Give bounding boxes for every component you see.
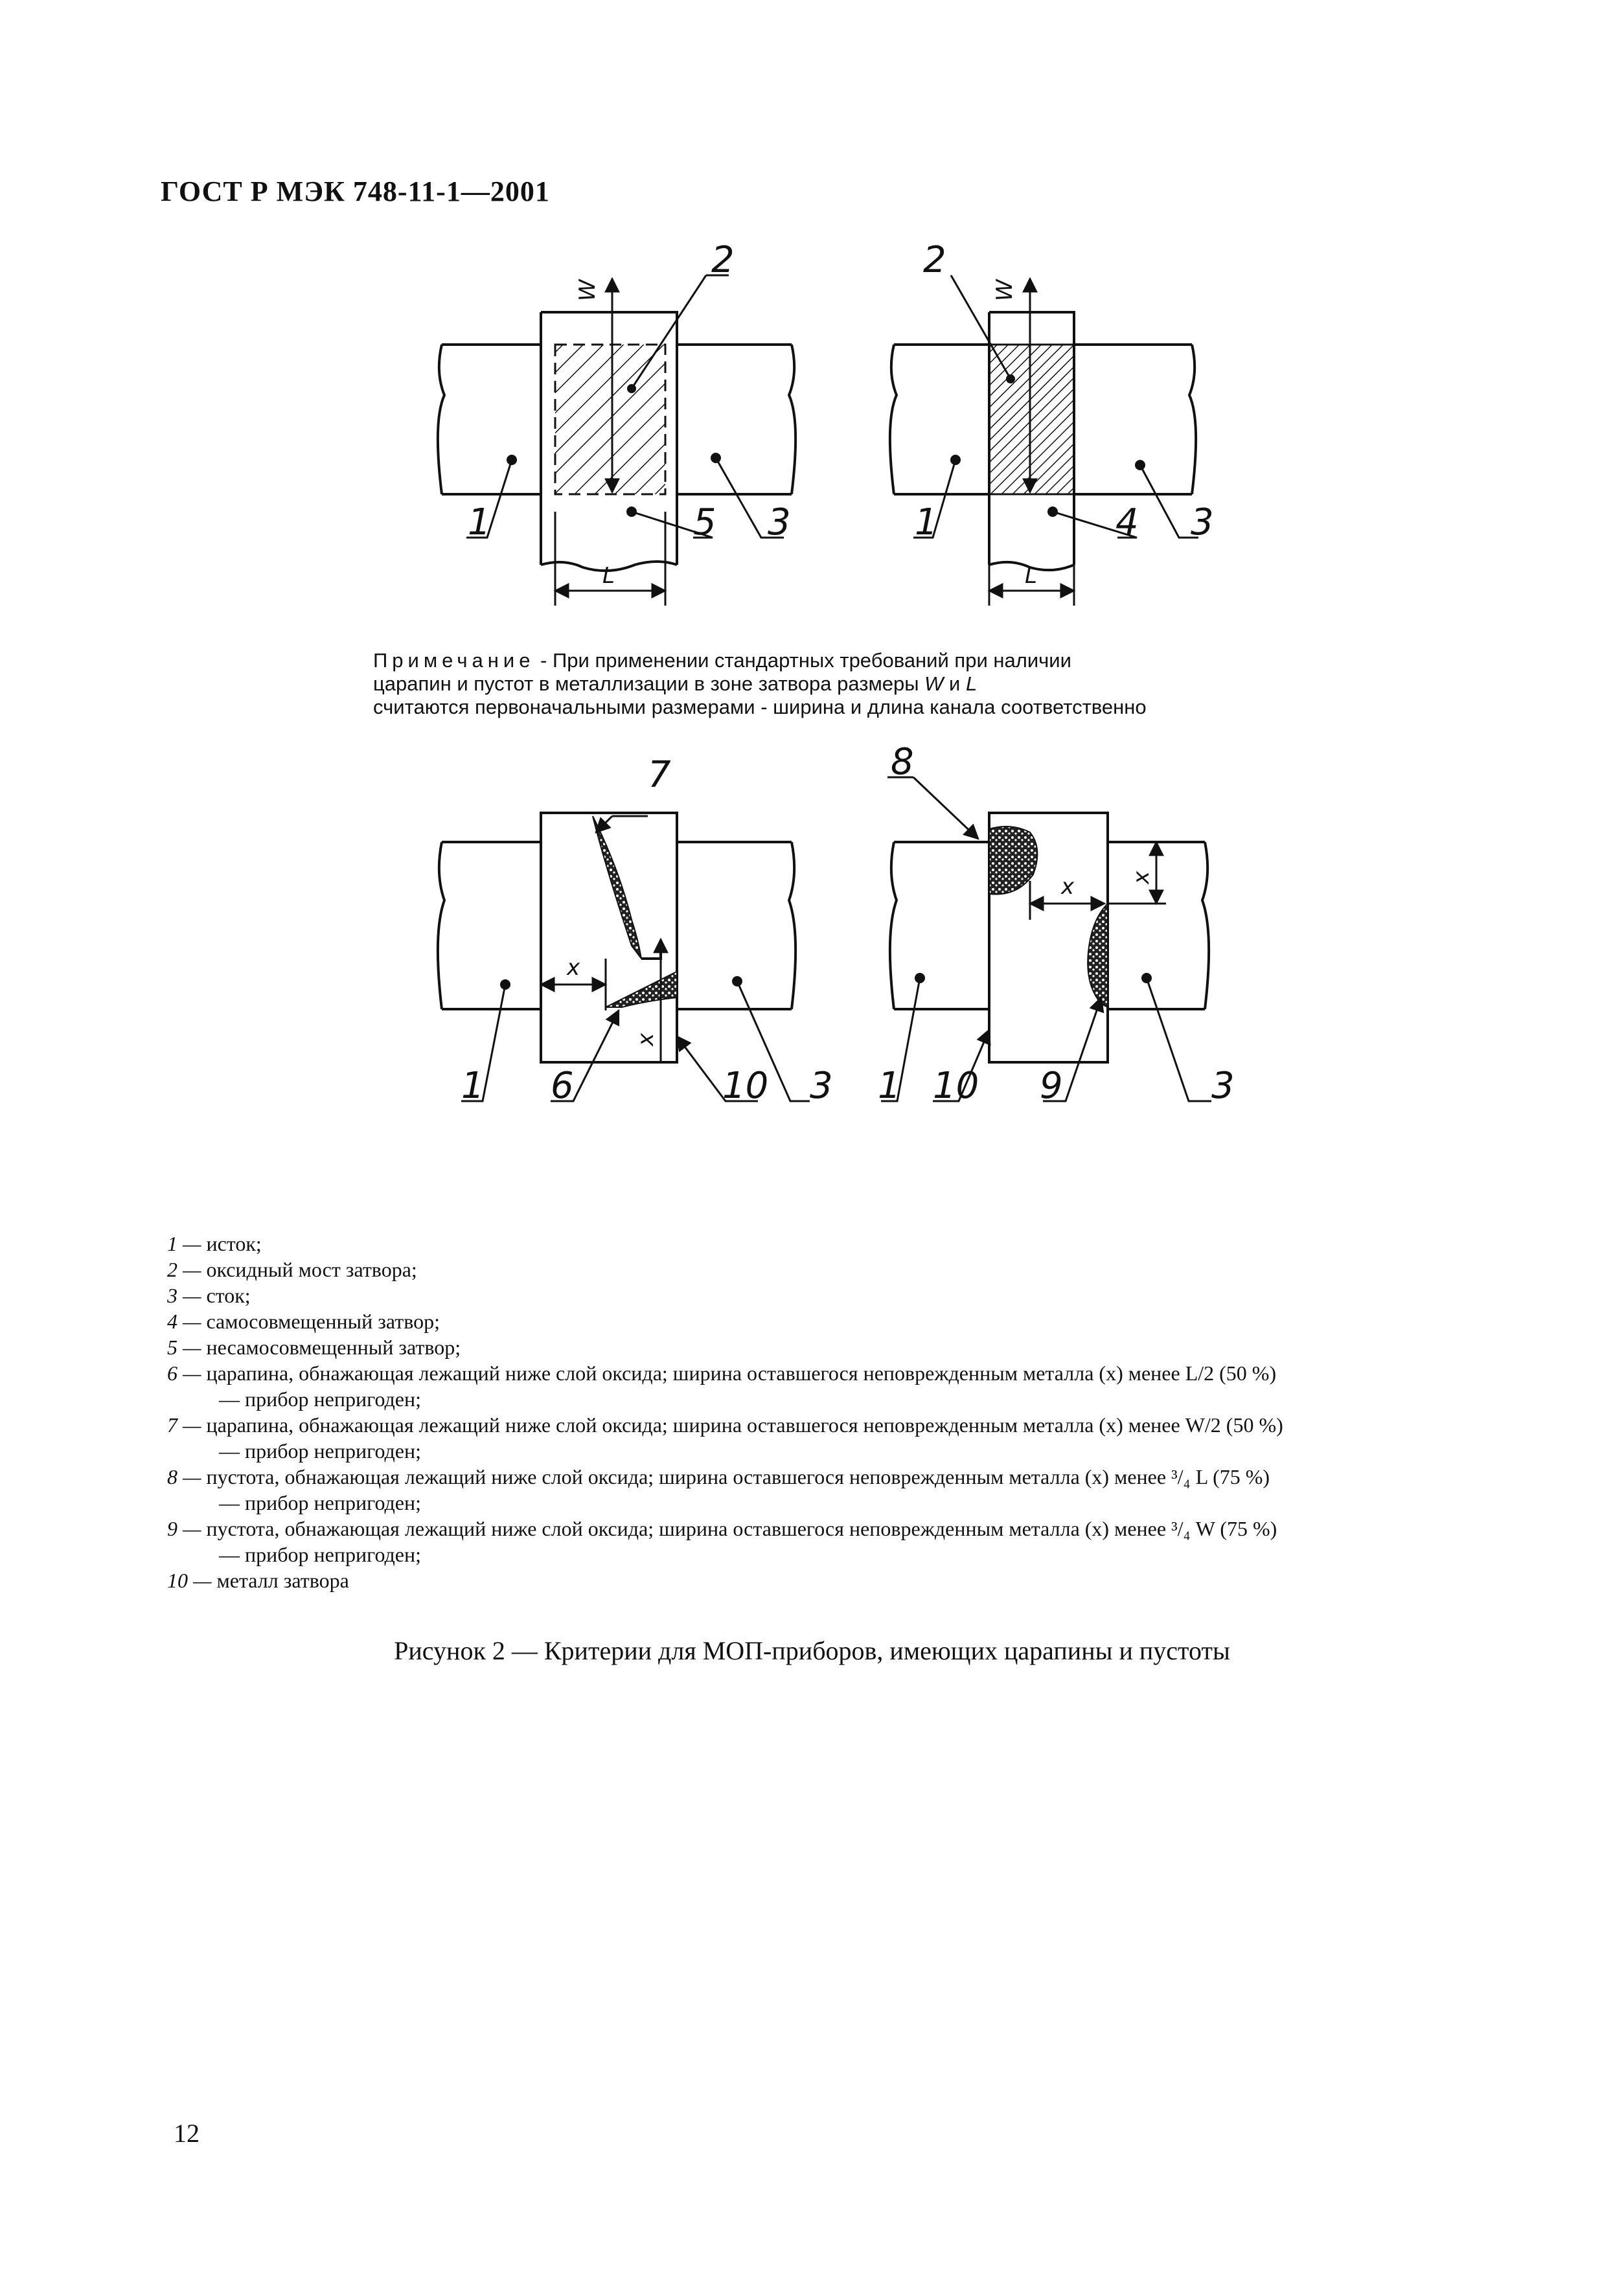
tl-label-2: 2 <box>711 239 735 281</box>
note-w: W <box>924 672 944 695</box>
bottom-right-diagram <box>881 777 1211 1101</box>
legend-text: пустота, обнажающая лежащий ниже слой оксида; ширина оставшегося неповрежденным металла (x) менее ³/₄ L (75 %) <box>206 1465 1270 1488</box>
br-label-x2: x <box>1128 871 1154 884</box>
tl-label-1: 1 <box>468 501 491 543</box>
legend-num: 10 — <box>167 1569 217 1592</box>
tr-label-4: 4 <box>1115 501 1139 543</box>
legend-item <box>167 1308 1482 1334</box>
legend-item <box>167 1360 1482 1386</box>
page-number: 12 <box>174 2119 200 2148</box>
tl-label-3: 3 <box>768 501 791 543</box>
legend-text: самосовмещенный затвор; <box>206 1310 440 1333</box>
note-l: L <box>965 672 978 695</box>
legend-continuation: — прибор непригоден; <box>219 1491 422 1514</box>
legend-num: 5 — <box>167 1336 207 1359</box>
legend-text: царапина, обнажающая лежащий ниже слой оксида; ширина оставшегося неповрежденным металла (x) менее L/2 (50 %) <box>206 1361 1277 1385</box>
figure-legend <box>167 1231 1482 1593</box>
legend-num: 3 — <box>167 1284 207 1307</box>
br-label-9: 9 <box>1040 1065 1063 1107</box>
legend-num: 2 — <box>167 1258 207 1281</box>
legend-text: исток; <box>206 1232 262 1255</box>
legend-num: 8 — <box>167 1465 207 1488</box>
br-label-3: 3 <box>1211 1065 1235 1107</box>
bl-label-6: 6 <box>551 1065 574 1107</box>
legend-item <box>167 1334 1482 1360</box>
bl-label-3: 3 <box>810 1065 833 1107</box>
legend-text: несамосовмещенный затвор; <box>206 1336 461 1359</box>
tl-label-w: W <box>575 279 600 301</box>
legend-item <box>167 1516 1482 1542</box>
bottom-left-diagram <box>438 813 810 1101</box>
note-line2: царапин и пустот в металлизации в зоне затвора размеры <box>373 672 925 695</box>
legend-num: 4 — <box>167 1310 207 1333</box>
legend-item <box>167 1464 1482 1490</box>
legend-item <box>167 1412 1482 1438</box>
figure-caption: Рисунок 2 — Критерии для МОП-приборов, имеющих царапины и пустоты <box>394 1636 1230 1665</box>
tr-label-1: 1 <box>915 501 938 543</box>
br-label-1: 1 <box>878 1065 901 1107</box>
document-header: ГОСТ Р МЭК 748-11-1—2001 <box>161 176 550 207</box>
br-label-8: 8 <box>891 741 914 783</box>
br-label-10: 10 <box>933 1065 979 1107</box>
bl-label-1: 1 <box>461 1065 485 1107</box>
legend-text: царапина, обнажающая лежащий ниже слой оксида; ширина оставшегося неповрежденным металла (x) менее W/2 (50 %) <box>206 1413 1283 1437</box>
note-line1: - При применении стандартных требований при наличии <box>534 649 1071 672</box>
legend-continuation: — прибор непригоден; <box>219 1439 422 1463</box>
tr-label-3: 3 <box>1191 501 1214 543</box>
note-line3: считаются первоначальными размерами - ширина и длина канала соответственно <box>373 696 1147 718</box>
note-prefix: Примечание <box>373 649 535 672</box>
legend-item <box>167 1282 1482 1308</box>
legend-continuation: — прибор непригоден; <box>219 1543 422 1566</box>
br-label-x1: x <box>1061 874 1075 900</box>
bl-label-7: 7 <box>648 754 671 796</box>
legend-num: 1 — <box>167 1232 207 1255</box>
tr-label-2: 2 <box>923 239 946 281</box>
legend-num: 6 — <box>167 1361 207 1385</box>
legend-item <box>167 1257 1482 1282</box>
top-right-diagram <box>890 275 1198 606</box>
bl-label-10: 10 <box>722 1065 769 1107</box>
legend-text: пустота, обнажающая лежащий ниже слой оксида; ширина оставшегося неповрежденным металла (x) менее ³/₄ W (75 %) <box>206 1517 1277 1540</box>
bl-label-x2: x <box>633 1032 659 1046</box>
legend-item <box>167 1567 1482 1593</box>
legend-text: сток; <box>206 1284 251 1307</box>
tl-label-5: 5 <box>693 501 716 543</box>
top-left-diagram <box>438 275 795 606</box>
figure-note <box>373 649 1332 719</box>
legend-continuation: — прибор непригоден; <box>219 1387 422 1411</box>
legend-num: 7 — <box>167 1413 207 1437</box>
tr-label-l: L <box>1025 563 1037 589</box>
legend-num: 9 — <box>167 1517 207 1540</box>
legend-text: металл затвора <box>216 1569 349 1592</box>
bl-label-x1: x <box>567 955 580 981</box>
tr-label-w: W <box>992 279 1018 301</box>
note-and: и <box>943 672 966 695</box>
tl-label-l: L <box>602 563 615 589</box>
legend-text: оксидный мост затвора; <box>206 1258 417 1281</box>
legend-item <box>167 1231 1482 1257</box>
